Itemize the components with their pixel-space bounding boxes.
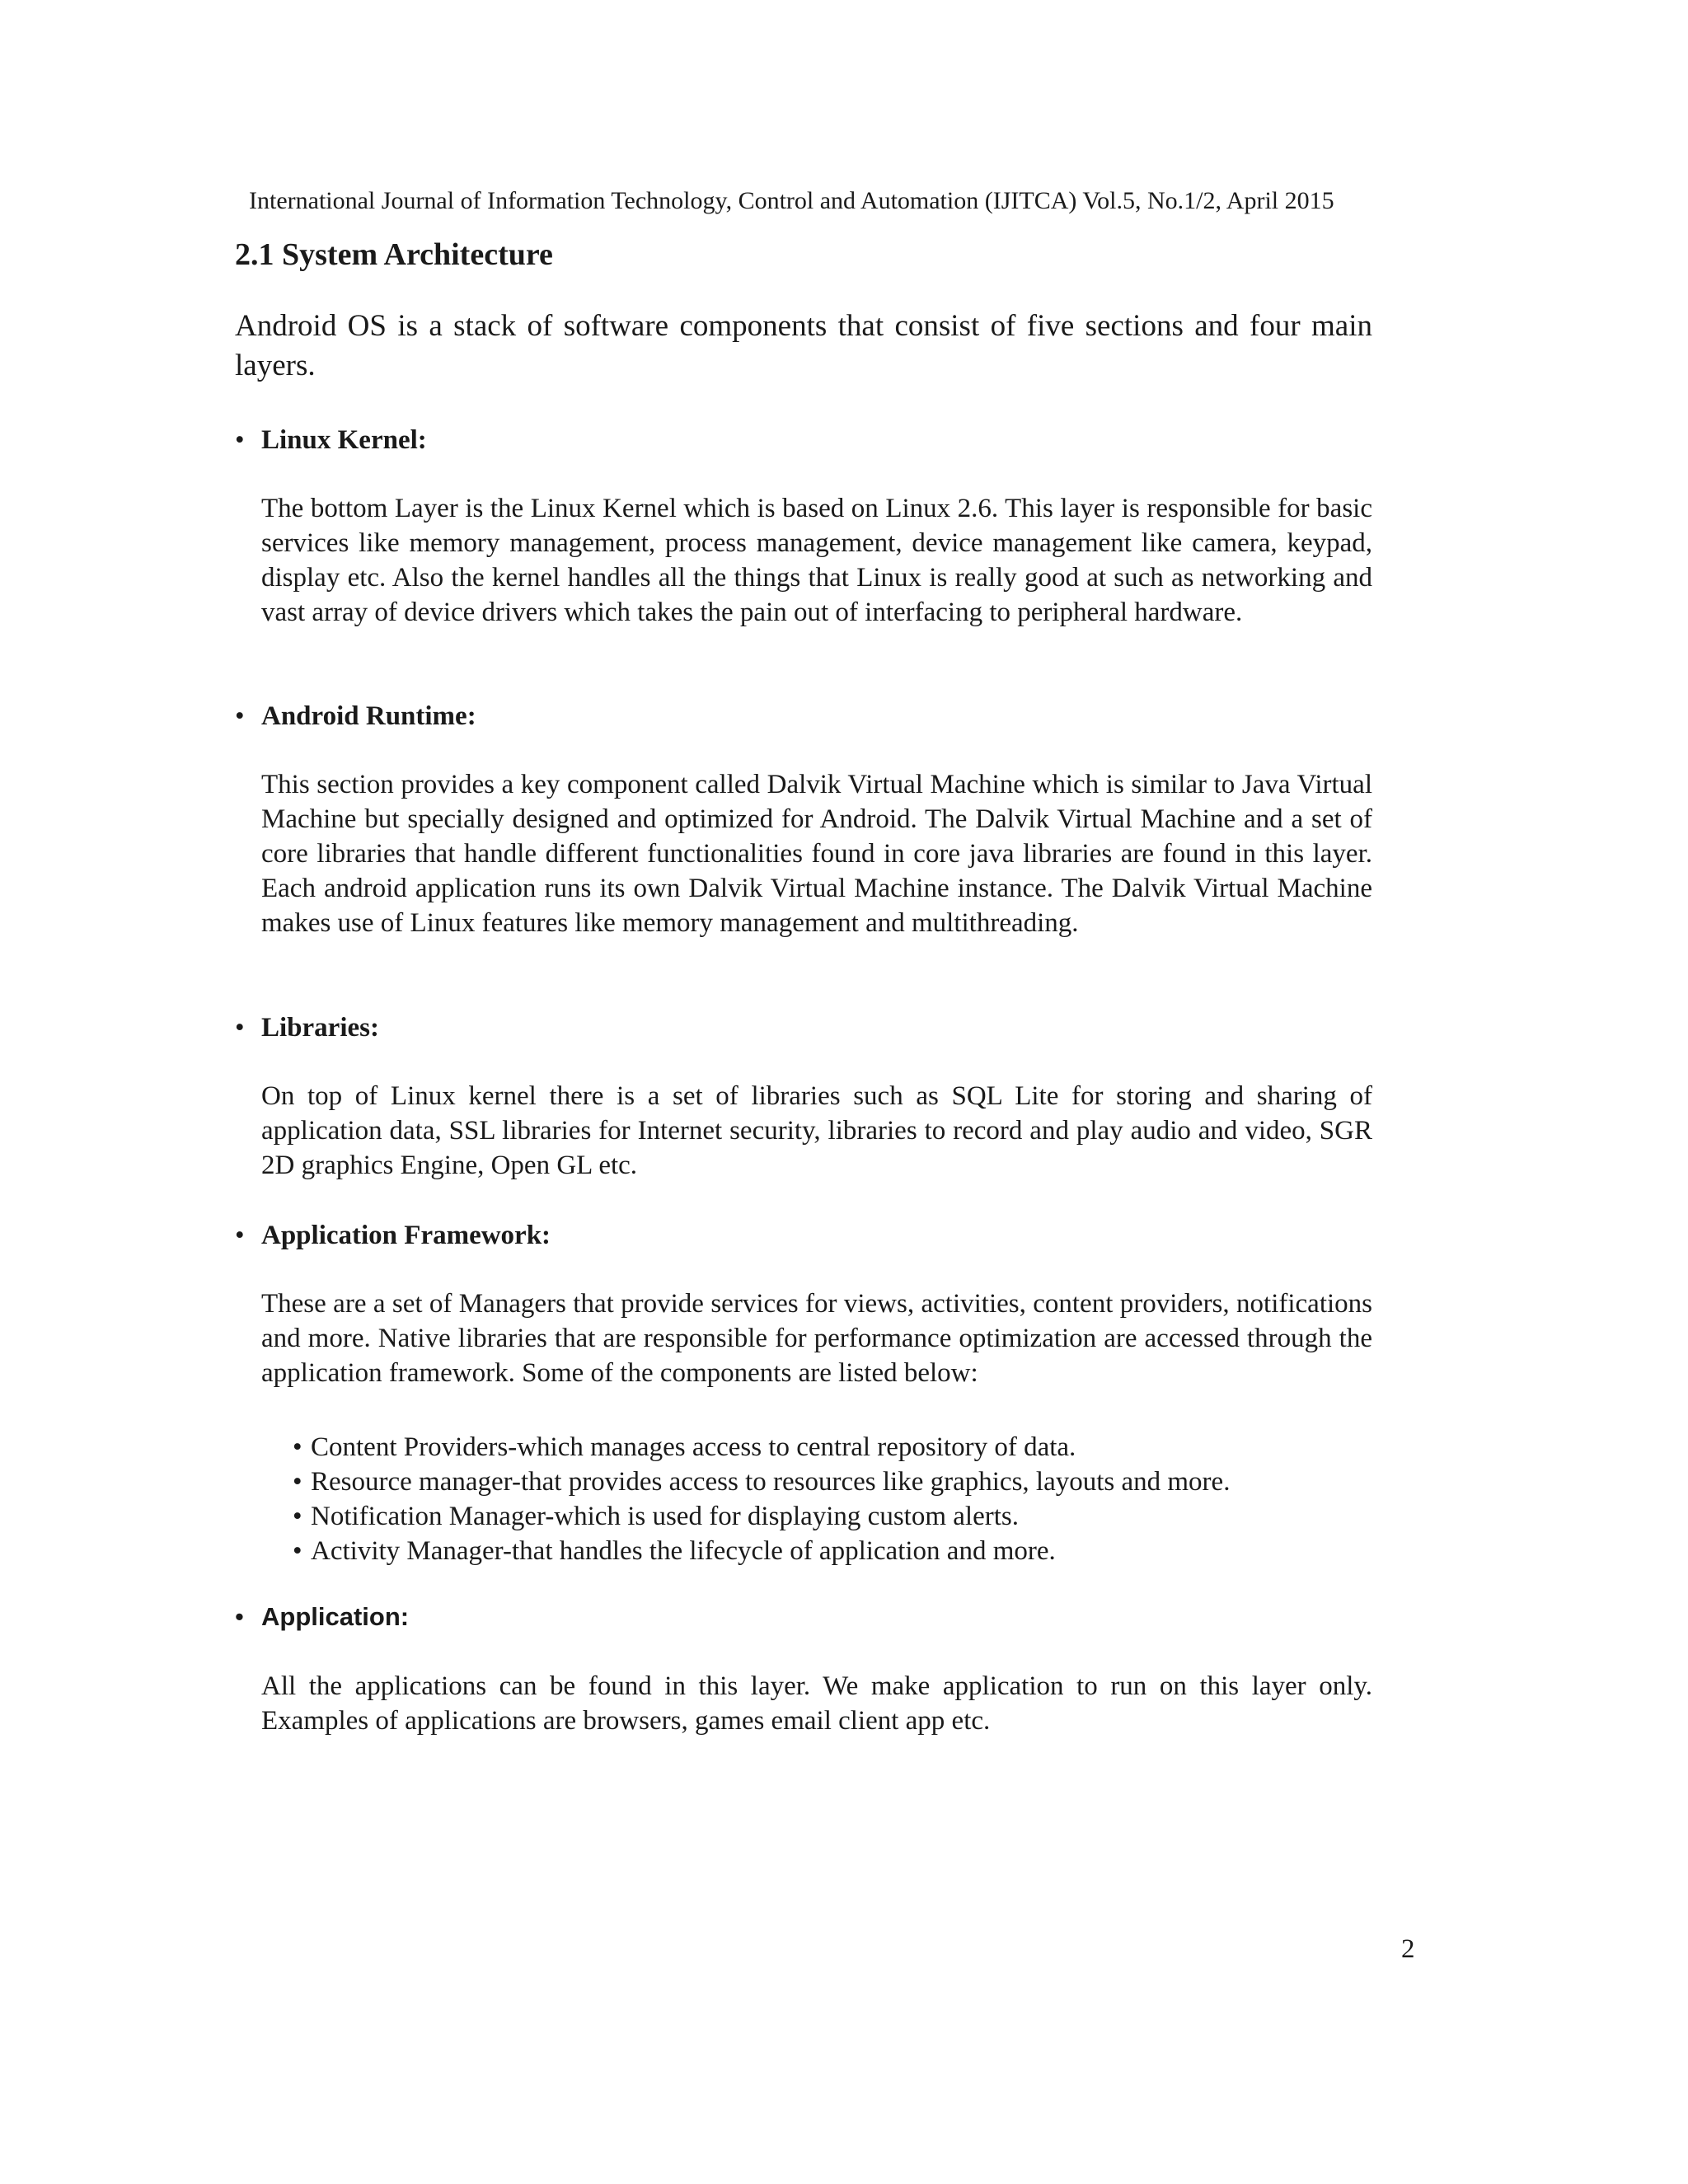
- section-heading: 2.1 System Architecture: [235, 237, 553, 272]
- bullet-title: Libraries:: [261, 1013, 379, 1043]
- bullet-icon: •: [293, 1536, 302, 1566]
- bullet-icon: •: [235, 1221, 245, 1250]
- list-item: • Notification Manager-which is used for displaying custom alerts.: [293, 1499, 1230, 1534]
- bullet-application: [235, 1599, 409, 1635]
- intro-paragraph: Android OS is a stack of software components that consist of five sections and four main layers.: [235, 309, 1372, 382]
- bullet-title: Application Framework:: [261, 1221, 551, 1250]
- bullet-icon: •: [293, 1432, 302, 1462]
- paragraph-application-framework: These are a set of Managers that provide services for views, activities, content providers, notifications and more. Native libraries that are responsible for performance optimization are accessed through the application framework. Some of the components are listed below:: [261, 1289, 1372, 1388]
- list-item: • Resource manager-that provides access to resources like graphics, layouts and more.: [293, 1465, 1230, 1499]
- bullet-title: Android Runtime:: [261, 701, 476, 731]
- bullet-libraries: [235, 1010, 379, 1046]
- bullet-icon: •: [235, 701, 245, 731]
- bullet-application-framework: [235, 1217, 551, 1254]
- bullet-title: Application:: [261, 1602, 410, 1631]
- bullet-icon: •: [235, 425, 245, 455]
- bullet-icon: •: [235, 1602, 244, 1631]
- bullet-linux-kernel: [235, 422, 427, 458]
- paragraph-android-runtime: This section provides a key component called Dalvik Virtual Machine which is similar to Java Virtual Machine but specially designed and optimized for Android. The Dalvik Virtual Machine and a set of core libraries that handle different functionalities found in core java libraries are found in this layer. Each android application runs its own Dalvik Virtual Machine instance. The Dalvik Virtual Machine makes use of Linux features like memory management and multithreading.: [261, 770, 1372, 938]
- paragraph-linux-kernel: The bottom Layer is the Linux Kernel which is based on Linux 2.6. This layer is responsible for basic services like memory management, process management, device management like camera, keypad, display etc. Also the kernel handles all the things that Linux is really good at such as networking and vast array of device drivers which takes the pain out of interfacing to peripheral hardware.: [261, 494, 1372, 627]
- framework-components-list: [293, 1430, 1230, 1568]
- running-header: International Journal of Information Technology, Control and Automation (IJITCA) Vol.5, No.1/2, April 2015: [249, 187, 1334, 214]
- page-number: 2: [1401, 1934, 1415, 1964]
- bullet-icon: •: [293, 1502, 302, 1531]
- list-item: • Activity Manager-that handles the lifecycle of application and more.: [293, 1534, 1230, 1568]
- bullet-title: Linux Kernel:: [261, 425, 427, 455]
- paragraph-libraries: On top of Linux kernel there is a set of libraries such as SQL Lite for storing and sharing of application data, SSL libraries for Internet security, libraries to record and play audio and video, SGR 2D graphics Engine, Open GL etc.: [261, 1081, 1372, 1180]
- bullet-icon: •: [235, 1013, 245, 1043]
- bullet-icon: •: [293, 1467, 302, 1497]
- paragraph-application: All the applications can be found in this layer. We make application to run on this layer only. Examples of applications are browsers, games email client app etc.: [261, 1671, 1372, 1736]
- list-item: • Content Providers-which manages access to central repository of data.: [293, 1430, 1230, 1465]
- bullet-android-runtime: [235, 698, 476, 734]
